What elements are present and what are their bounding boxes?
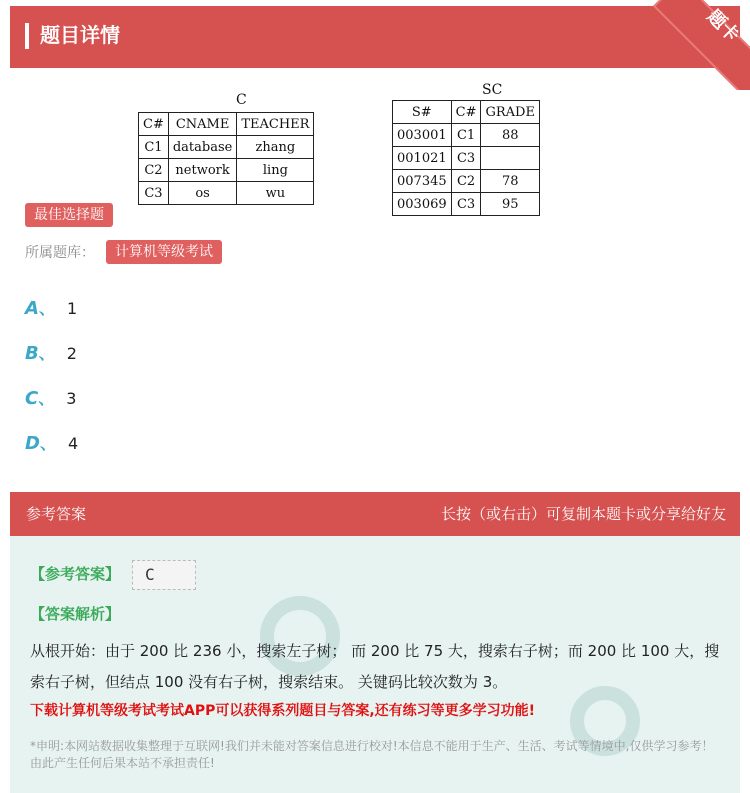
relation-c-title: C (236, 92, 247, 108)
table-row (139, 136, 314, 159)
header-accent-bar (25, 23, 29, 49)
table-cell: network (168, 159, 236, 182)
table-cell: C2 (139, 159, 169, 182)
option-separator: 、 (38, 299, 55, 318)
reference-answer-label: 【参考答案】 (30, 565, 121, 583)
share-hint: 长按（或右击）可复制本题卡或分享给好友 (440, 505, 726, 523)
table-cell: wu (237, 182, 314, 205)
answer-body (10, 536, 740, 793)
table-cell (481, 147, 539, 170)
table-cell: zhang (237, 136, 314, 159)
explanation-text: 从根开始：由于 200 比 236 小，搜索左子树； 而 200 比 75 大，搜索右子树；而 200 比 100 大，搜索右子树，但结点 100 没有右子树，搜索结束。 关键码比较次数为 3。 (30, 642, 720, 691)
table-cell: C3 (451, 193, 481, 216)
table-header-cell: C# (139, 113, 169, 136)
table-row (393, 147, 540, 170)
relation-sc-table (392, 100, 540, 216)
table-cell: database (168, 136, 236, 159)
option-text: 2 (66, 344, 77, 363)
table-cell: 007345 (393, 170, 452, 193)
option-letter: C (25, 388, 39, 409)
option-letter: B (25, 343, 39, 364)
reference-answer-value[interactable]: C (132, 560, 196, 590)
table-row (139, 182, 314, 205)
table-header-cell: TEACHER (237, 113, 314, 136)
disclaimer-text: *申明:本网站数据收集整理于互联网!我们并未能对答案信息进行校对!本信息不能用于生产、生活、考试等情境中,仅供学习参考！由此产生任何后果本站不承担责任! (30, 739, 714, 770)
option-letter: D (25, 433, 40, 454)
answer-header (10, 492, 740, 536)
table-cell: ling (237, 159, 314, 182)
table-header-cell: GRADE (481, 101, 539, 124)
table-cell: C1 (451, 124, 481, 147)
table-row (393, 193, 540, 216)
option-separator: 、 (39, 434, 56, 453)
bank-tag[interactable]: 计算机等级考试 (106, 240, 222, 264)
page-header (10, 6, 740, 68)
table-cell: 003069 (393, 193, 452, 216)
option-c[interactable] (25, 387, 76, 411)
table-cell: C3 (451, 147, 481, 170)
table-cell: C2 (451, 170, 481, 193)
table-cell: 003001 (393, 124, 452, 147)
option-letter: A (25, 298, 39, 319)
option-text: 4 (67, 434, 79, 453)
option-d[interactable] (25, 432, 78, 456)
answer-section-title: 参考答案 (26, 505, 87, 523)
table-row (393, 124, 540, 147)
relation-c-table (138, 112, 314, 205)
option-a[interactable] (25, 297, 77, 321)
table-cell: 95 (481, 193, 539, 216)
option-text: 3 (66, 389, 77, 408)
table-header-cell: CNAME (168, 113, 236, 136)
table-header-row (139, 113, 314, 136)
option-separator: 、 (38, 344, 55, 363)
table-cell: 001021 (393, 147, 452, 170)
relation-sc-title: SC (482, 82, 503, 98)
option-text: 1 (66, 299, 78, 318)
table-header-cell: C# (451, 101, 481, 124)
question-type-tag[interactable]: 最佳选择题 (25, 203, 113, 227)
page-title: 题目详情 (40, 23, 120, 47)
option-b[interactable] (25, 342, 77, 366)
table-cell: C1 (139, 136, 169, 159)
table-row (139, 159, 314, 182)
table-cell: os (168, 182, 236, 205)
bank-label: 所属题库： (25, 245, 95, 261)
table-header-cell: S# (393, 101, 452, 124)
explanation-label: 【答案解析】 (30, 605, 121, 623)
corner-badge: 题卡 (702, 5, 744, 47)
table-header-row (393, 101, 540, 124)
app-promo-link[interactable]: 下载计算机等级考试考试APP可以获得系列题目与答案,还有练习等更多学习功能! (30, 703, 536, 719)
table-cell: 78 (481, 170, 539, 193)
ribbon-shape (653, 0, 750, 90)
table-cell: C3 (139, 182, 169, 205)
table-cell: 88 (481, 124, 539, 147)
option-separator: 、 (38, 389, 55, 408)
corner-ribbon (640, 0, 750, 90)
table-row (393, 170, 540, 193)
